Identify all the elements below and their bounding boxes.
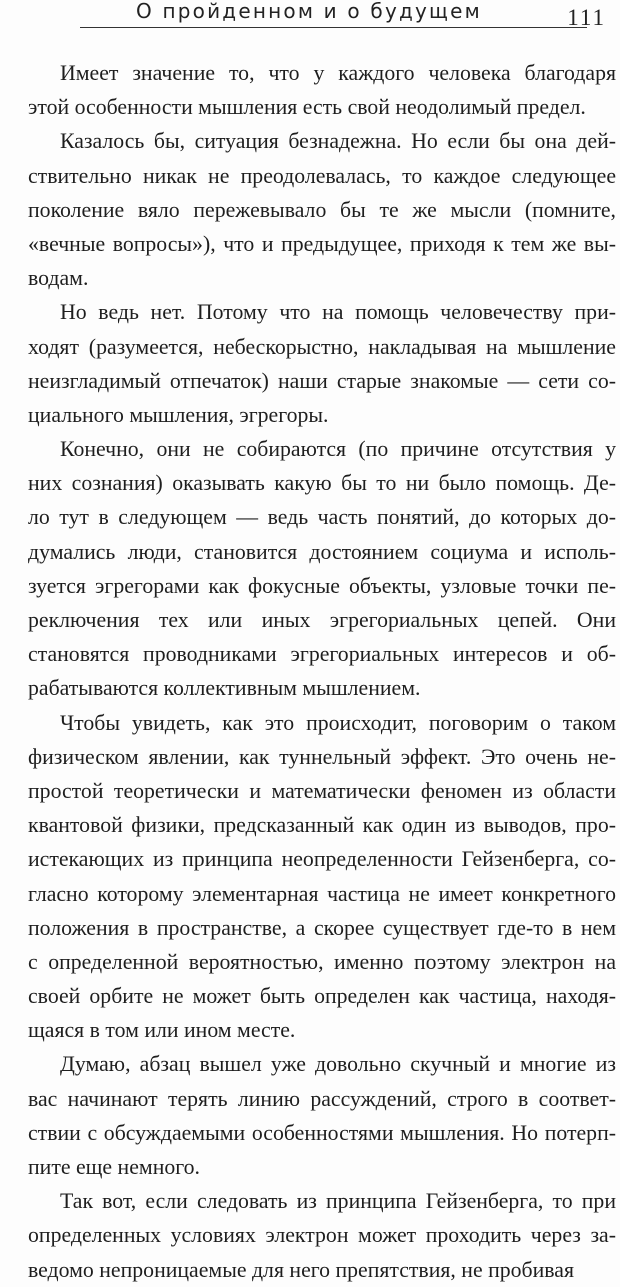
text-line: думались люди, становится достоянием социума и исполь- [28,539,616,564]
paragraph [28,56,616,124]
text-line: пите еще немного. [28,1155,201,1179]
text-line: ло тут в следующем — ведь часть понятий, до которых до- [28,505,616,530]
text-line: Но ведь нет. Потому что на помощь человечеству при- [60,300,616,325]
text-line: водам. [28,266,89,291]
text-line: щаяся в том или ином месте. [28,1018,296,1043]
text-line: этой особенности мышления есть свой неодолимый предел. [28,95,586,120]
text-line: своей орбите не может быть определен как частица, находя- [28,984,616,1009]
text-line: с определенной вероятностью, именно поэтому электрон на [28,949,616,974]
page-number: 111 [567,5,606,30]
text-line: циального мышления, эгрегоры. [28,402,329,427]
paragraph [28,706,616,1048]
text-line: Казалось бы, ситуация безнадежна. Но если бы она дей- [60,129,616,154]
text-line: гласно которому элементарная частица не имеет конкретного [28,881,616,906]
text-line: ствии с обсуждаемыми особенностями мышления. Но потерп- [28,1120,616,1145]
text-line: ствительно никак не преодолевалась, то каждое следующее [28,163,616,188]
text-line: рабатываются коллективным мышлением. [28,676,421,701]
text-line: положения в пространстве, а скорее существует где-то в нем [28,915,616,940]
paragraph [28,1047,616,1184]
text-line: них сознания) оказывать какую бы то ни было помощь. Де- [28,471,616,496]
paragraph [28,124,616,295]
body-text [28,56,616,1287]
running-header [40,0,606,34]
text-line: неизгладимый отпечаток) наши старые знакомые — сети со- [28,368,616,393]
text-line: простой теоретически и математически феномен из области [28,778,616,803]
text-line: ведомо непроницаемые для него препятствия, не пробивая [28,1257,575,1282]
text-line: поколение вяло пережевывало бы те же мысли (помните, [28,197,616,222]
text-line: Имеет значение то, что у каждого человека благодаря [60,61,616,85]
paragraph [28,432,616,706]
text-line: ходят (разумеется, небескорыстно, накладывая на мышление [28,334,616,359]
paragraph [28,295,616,432]
text-line: Думаю, абзац вышел уже довольно скучный и многие из [60,1052,616,1077]
text-line: вас начинают терять линию рассуждений, строго в соответ- [28,1086,616,1111]
text-line: становятся проводниками эгрегориальных интересов и об- [28,642,616,667]
paragraph [28,1184,616,1287]
header-rule [80,27,587,28]
text-line: истекающих из принципа неопределенности Гейзенберга, со- [28,847,616,872]
text-line: Так вот, если следовать из принципа Гейзенберга, то при [60,1189,616,1214]
text-line: Конечно, они не собираются (по причине отсутствия у [60,437,616,462]
text-line: зуется эгрегорами как фокусные объекты, узловые точки пе- [28,573,616,598]
text-line: «вечные вопросы»), что и предыдущее, приходя к тем же вы- [28,231,616,256]
text-line: Чтобы увидеть, как это происходит, поговорим о таком [60,710,616,735]
text-line: реключения тех или иных эгрегориальных цепей. Они [28,608,616,632]
running-header-title: О пройденном и о будущем [136,0,482,23]
text-line: определенных условиях электрон может проходить через за- [28,1223,616,1248]
text-line: квантовой физики, предсказанный как один из выводов, про- [28,813,616,838]
text-line: физическом явлении, как туннельный эффект. Это очень не- [28,744,616,769]
